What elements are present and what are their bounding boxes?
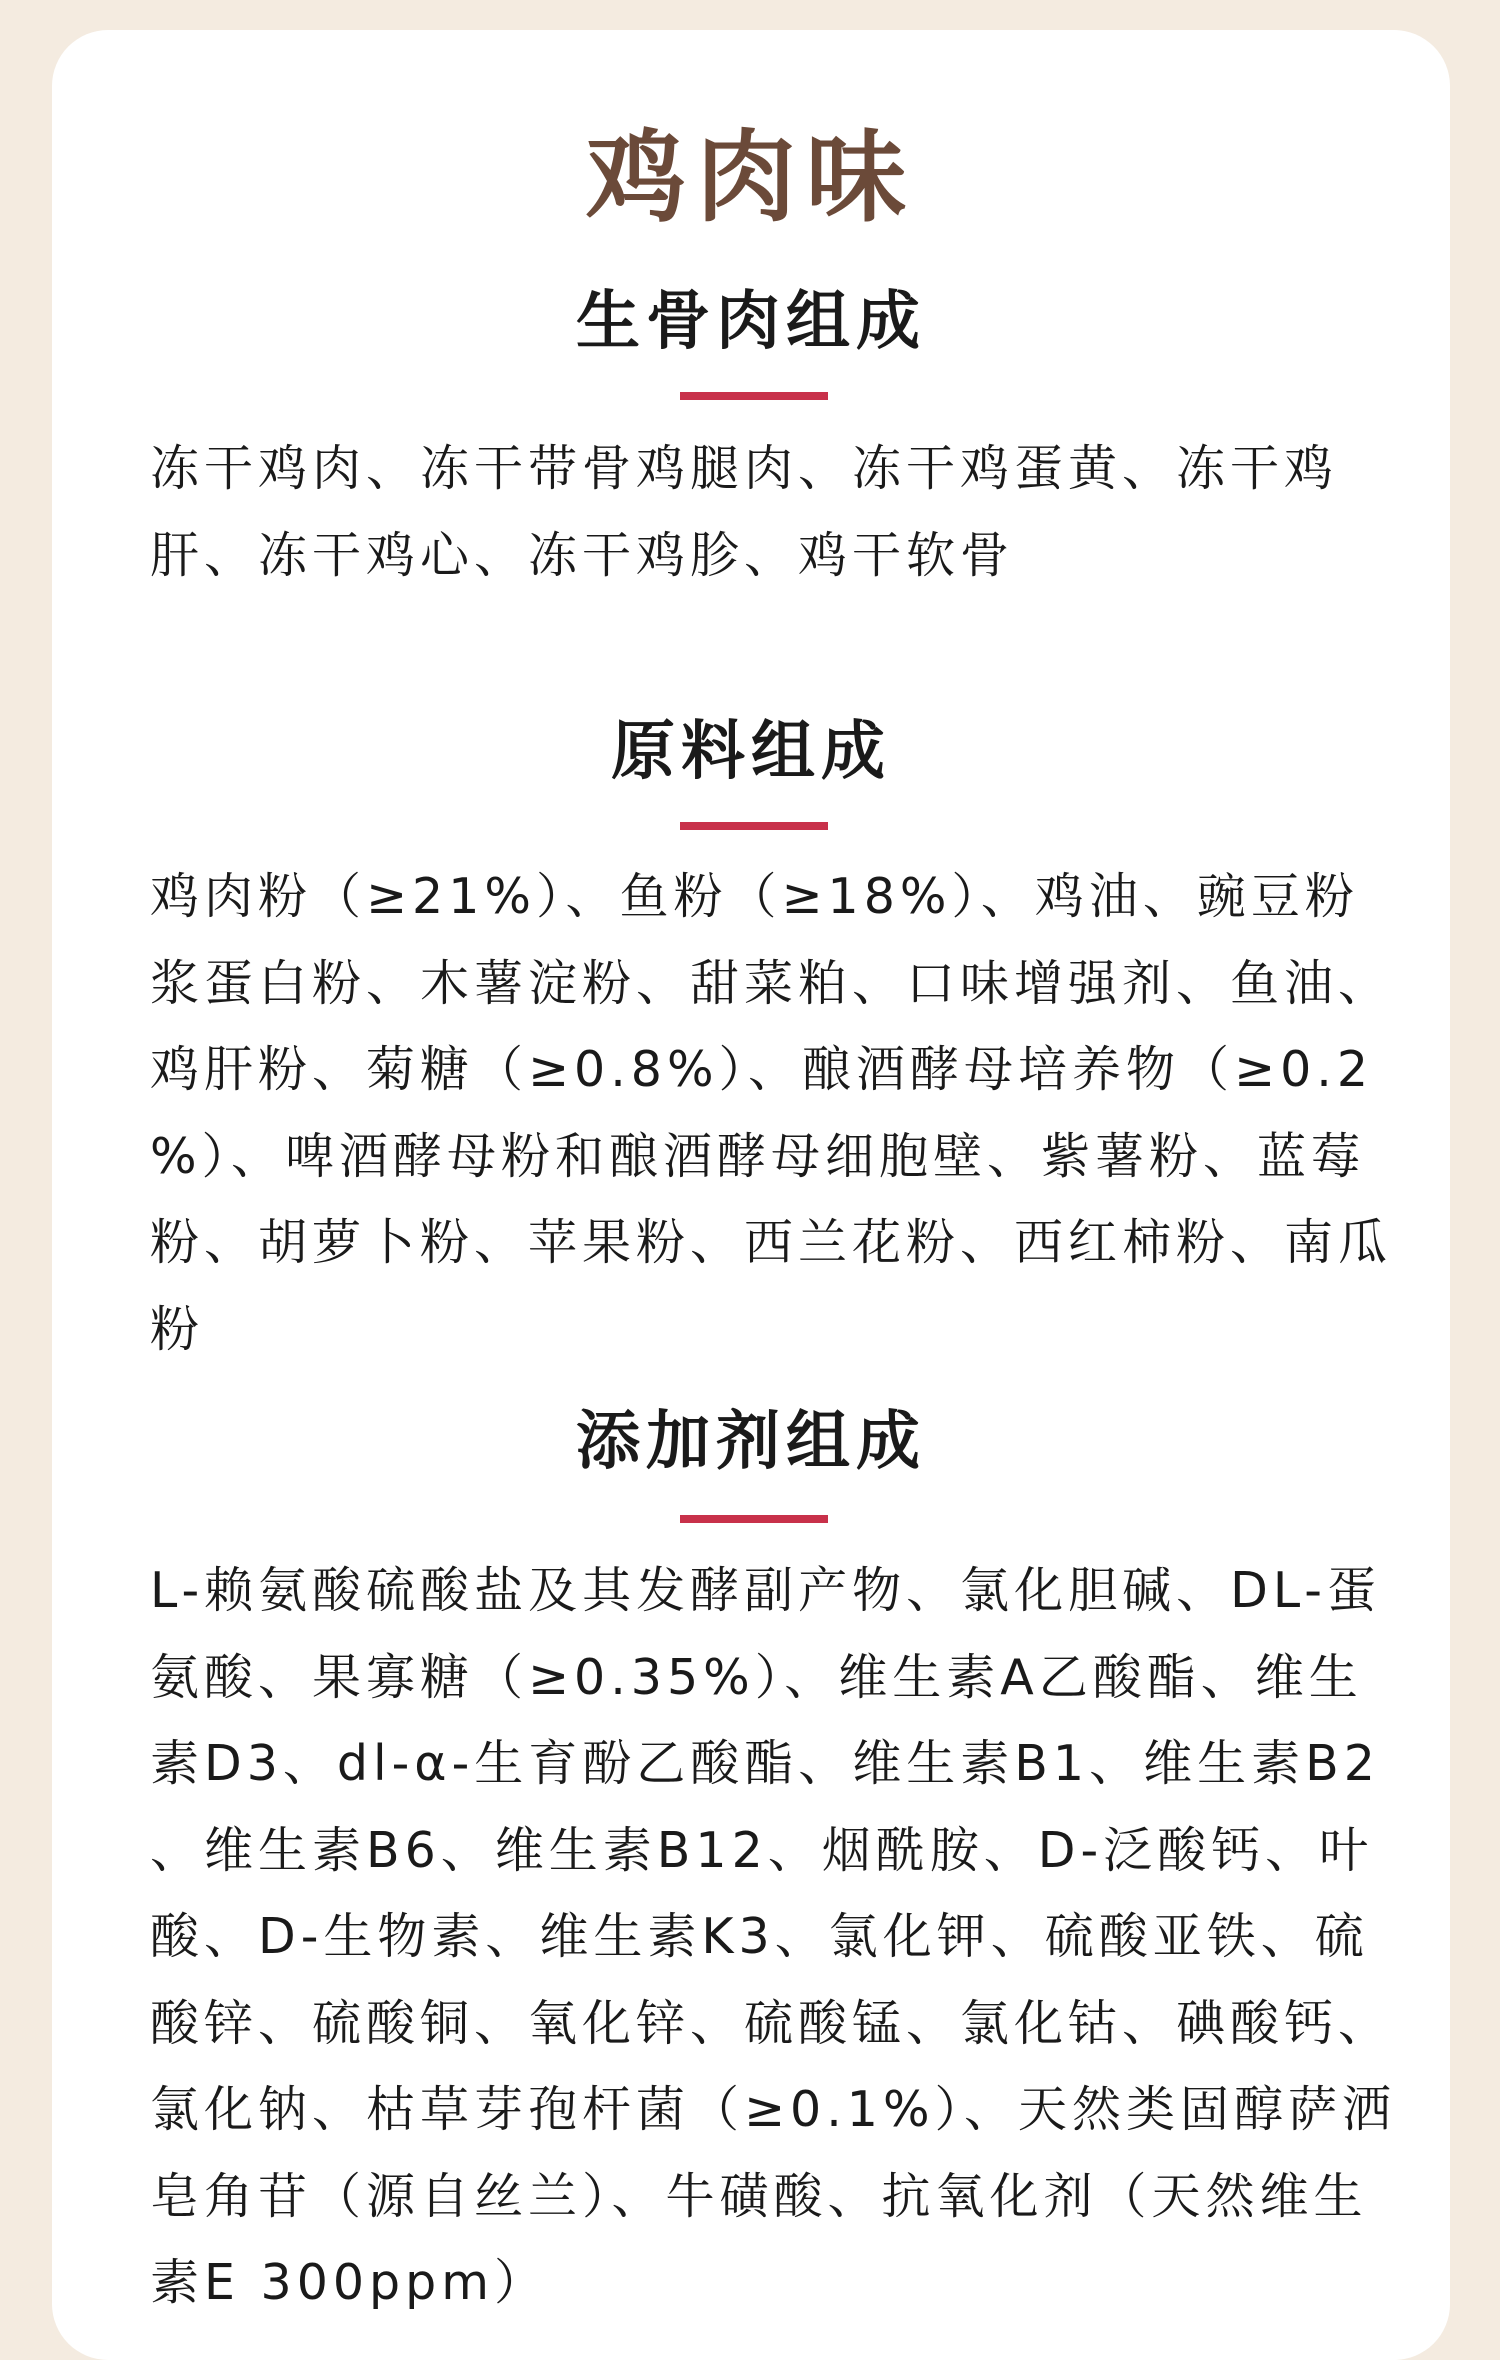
text-line: 粉 [150,1300,205,1358]
text-line: 氯化钠、枯草芽孢杆菌（≥0.1%）、天然类固醇萨洒 [150,2081,1397,2138]
raw-meat-section-divider [680,392,828,400]
ingredients-section-text [150,854,1412,1373]
text-line: 肝、冻干鸡心、冻干鸡胗、鸡干软骨 [150,526,1015,584]
text-line: 冻干鸡肉、冻干带骨鸡腿肉、冻干鸡蛋黄、冻干鸡 [150,440,1339,497]
text-line: 酸锌、硫酸铜、氧化锌、硫酸锰、氯化钴、碘酸钙、 [150,1994,1393,2052]
text-line: 皂角苷（源自丝兰）、牛磺酸、抗氧化剂（天然维生 [150,2167,1368,2225]
text-line: 鸡肝粉、菊糖（≥0.8%）、酿酒酵母培养物（≥0.2 [150,1041,1374,1098]
ingredients-section-divider [680,822,828,830]
text-line: 粉、胡萝卜粉、苹果粉、西兰花粉、西红柿粉、南瓜 [150,1214,1393,1271]
raw-meat-section-title: 生骨肉组成 [576,285,926,359]
additives-section-title: 添加剂组成 [576,1405,926,1479]
text-line: 浆蛋白粉、木薯淀粉、甜菜粕、口味增强剂、鱼油、 [150,954,1393,1012]
ingredients-section-title: 原料组成 [611,715,891,789]
text-line: 酸、D-生物素、维生素K3、氯化钾、硫酸亚铁、硫 [150,1908,1369,1965]
text-line: 素D3、dl-α-生育酚乙酸酯、维生素B1、维生素B2 [150,1735,1380,1792]
additives-section-divider [680,1515,828,1523]
text-line: 、维生素B6、维生素B12、烟酰胺、D-泛酸钙、叶 [150,1821,1374,1879]
text-line: 鸡肉粉（≥21%）、鱼粉（≥18%）、鸡油、豌豆粉 [150,868,1359,925]
text-line: 氨酸、果寡糖（≥0.35%）、维生素A乙酸酯、维生 [150,1648,1363,1706]
text-line: 素E 300ppm） [150,2254,549,2311]
additives-section-text [150,1548,1412,2327]
text-line: %）、啤酒酵母粉和酿酒酵母细胞壁、紫薯粉、蓝莓 [150,1127,1366,1185]
text-line: L-赖氨酸硫酸盐及其发酵副产物、氯化胆碱、DL-蛋 [150,1562,1381,1619]
raw-meat-section-text [150,426,1412,599]
content-card [52,30,1450,2360]
page-title: 鸡肉味 [586,119,916,236]
